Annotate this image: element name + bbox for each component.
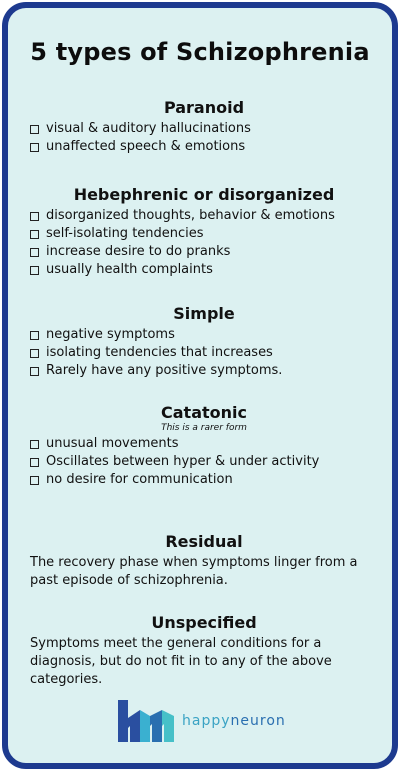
brand-name: happyneuron bbox=[182, 713, 286, 729]
checkbox-icon bbox=[30, 331, 39, 340]
checkbox-icon bbox=[30, 367, 39, 376]
section-heading: Hebephrenic or disorganized bbox=[73, 185, 335, 204]
checkbox-icon bbox=[30, 212, 39, 221]
list-item: usually health complaints bbox=[30, 261, 378, 279]
section-paranoid bbox=[30, 98, 378, 156]
section-heading: Residual bbox=[165, 532, 243, 551]
section-unspecified bbox=[30, 613, 378, 689]
section-heading: Unspecified bbox=[151, 613, 257, 632]
checkbox-icon bbox=[30, 458, 39, 467]
list-item: unusual movements bbox=[30, 435, 378, 453]
list-item: increase desire to do pranks bbox=[30, 243, 378, 261]
page-title: 5 types of Schizophrenia bbox=[30, 38, 370, 66]
checkbox-icon bbox=[30, 125, 39, 134]
logo-mark-icon bbox=[116, 698, 178, 744]
checkbox-icon bbox=[30, 230, 39, 239]
section-catatonic bbox=[30, 403, 378, 489]
section-heading: Paranoid bbox=[163, 98, 245, 117]
checkbox-icon bbox=[30, 143, 39, 152]
section-note: This is a rarer form bbox=[161, 423, 247, 433]
list-item: Oscillates between hyper & under activity bbox=[30, 453, 378, 471]
list-item: disorganized thoughts, behavior & emotions bbox=[30, 207, 378, 225]
list-item: visual & auditory hallucinations bbox=[30, 120, 378, 138]
happyneuron-logo bbox=[116, 698, 306, 744]
section-hebephrenic bbox=[30, 185, 378, 279]
section-heading: Simple bbox=[173, 304, 235, 323]
infographic-card bbox=[2, 2, 398, 769]
list-item: Rarely have any positive symptoms. bbox=[30, 362, 378, 380]
section-text: The recovery phase when symptoms linger from a past episode of schizophrenia. bbox=[30, 555, 358, 588]
checkbox-icon bbox=[30, 248, 39, 257]
section-text: Symptoms meet the general conditions for a diagnosis, but do not fit in to any of the above categories. bbox=[30, 636, 332, 687]
checkbox-icon bbox=[30, 349, 39, 358]
checkbox-icon bbox=[30, 476, 39, 485]
list-item: isolating tendencies that increases bbox=[30, 344, 378, 362]
checkbox-icon bbox=[30, 266, 39, 275]
list-item: self-isolating tendencies bbox=[30, 225, 378, 243]
section-simple bbox=[30, 304, 378, 380]
list-item: negative symptoms bbox=[30, 326, 378, 344]
section-heading: Catatonic bbox=[161, 403, 247, 422]
list-item: no desire for communication bbox=[30, 471, 378, 489]
section-residual bbox=[30, 532, 378, 590]
list-item: unaffected speech & emotions bbox=[30, 138, 378, 156]
checkbox-icon bbox=[30, 440, 39, 449]
